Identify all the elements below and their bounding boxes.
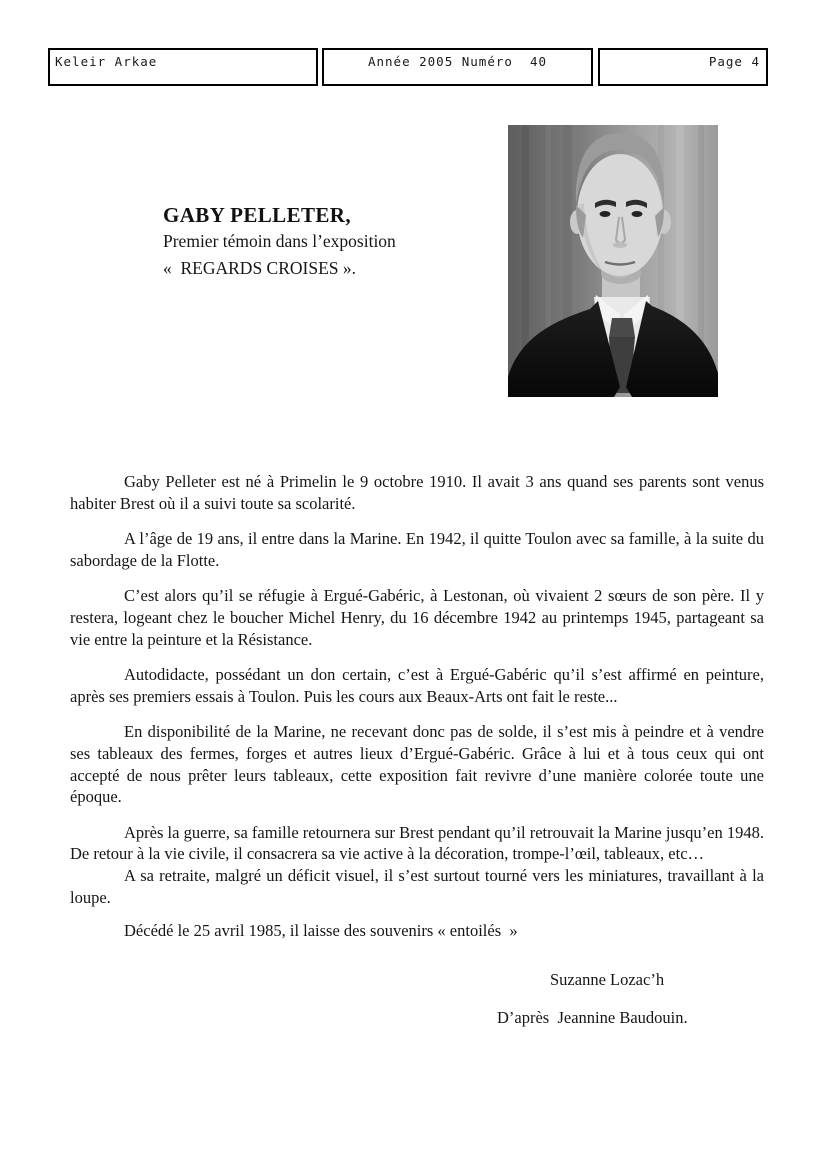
paragraph-5: En disponibilité de la Marine, ne recevant donc pas de solde, il s’est mis à peindre et à vendre ses tableaux des fermes, forges et autres lieux d’Ergué-Gabéric. Grâce à lui et à tous ceux qui ont accepté de nous prêter leurs tableaux, cette exposition fait revivre d’une manière colorée toute une époque. — [70, 722, 764, 807]
signature-credit: D’après Jeannine Baudouin. — [497, 1008, 688, 1027]
article-title: GABY PELLETER, — [163, 203, 352, 227]
portrait-photo-image — [508, 125, 718, 397]
page-header — [48, 48, 768, 86]
newsletter-name-label: Keleir Arkae — [55, 54, 158, 69]
paragraph-2: A l’âge de 19 ans, il entre dans la Marine. En 1942, il quitte Toulon avec sa famille, à la suite du sabordage de la Flotte. — [70, 529, 764, 570]
closing-line: Décédé le 25 avril 1985, il laisse des souvenirs « entoilés » — [124, 921, 518, 941]
portrait-photo — [508, 125, 718, 397]
paragraph-7: A sa retraite, malgré un déficit visuel, il s’est surtout tourné vers les miniatures, travaillant à la loupe. — [70, 865, 764, 907]
issue-info-label: Année 2005 Numéro 40 — [367, 54, 548, 69]
header-newsletter-name — [48, 48, 318, 86]
title-block — [163, 202, 493, 281]
article-body — [70, 471, 764, 942]
header-page-number — [598, 48, 768, 86]
header-issue-info — [322, 48, 593, 86]
paragraph-4: Autodidacte, possédant un don certain, c’est à Ergué-Gabéric qu’il s’est affirmé en peinture, après ses premiers essais à Toulon. Puis les cours aux Beaux-Arts ont fait le reste... — [70, 665, 764, 706]
signature-author: Suzanne Lozac’h — [550, 970, 665, 989]
paragraph-3: C’est alors qu’il se réfugie à Ergué-Gabéric, à Lestonan, où vivaient 2 sœurs de son père. Il y restera, logeant chez le boucher Michel Henry, du 16 décembre 1942 au printemps 1945, partageant sa vie entre la peinture et la Résistance. — [70, 586, 764, 649]
page-number-label: Page 4 — [708, 54, 760, 69]
paragraph-6: Après la guerre, sa famille retournera sur Brest pendant qu’il retrouvait la Marine jusqu’en 1948. De retour à la vie civile, il consacrera sa vie active à la décoration, trompe-l’œil, tableaux, etc… — [70, 822, 764, 864]
article-subtitle-line2: « REGARDS CROISES ». — [163, 257, 357, 278]
paragraph-1: Gaby Pelleter est né à Primelin le 9 octobre 1910. Il avait 3 ans quand ses parents sont venus habiter Brest où il a suivi toute sa scolarité. — [70, 472, 764, 513]
article-subtitle-line1: Premier témoin dans l’exposition — [163, 231, 396, 251]
